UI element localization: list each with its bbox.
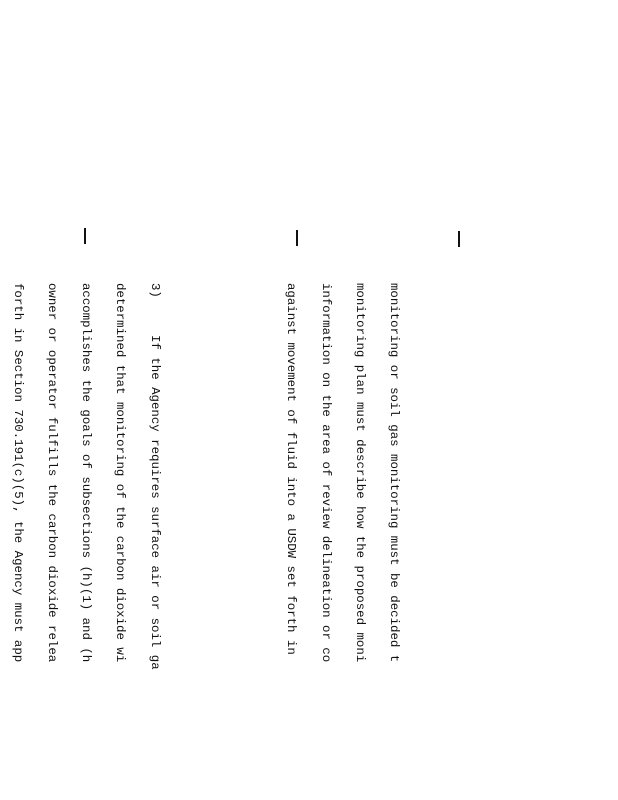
text-line: monitoring plan must describe how the proposed moni — [352, 283, 367, 663]
text-line: accomplishes the goals of subsections (h)(1) and (h — [79, 283, 94, 663]
text-line: owner or operator fulfills the carbon dioxide relea — [44, 283, 59, 663]
text-line: 3) If the Agency requires surface air or soil ga — [147, 283, 162, 670]
margin-mark — [296, 230, 298, 246]
margin-mark — [458, 231, 460, 247]
margin-mark — [84, 228, 86, 244]
text-line: information on the area of review delineation or co — [318, 283, 333, 663]
paragraph-3 — [0, 283, 182, 800]
text-line: determined that monitoring of the carbon dioxide wi — [113, 283, 128, 663]
paragraph-intro — [262, 283, 422, 800]
document-body — [0, 283, 456, 800]
text-line: against movement of fluid into a USDW set forth in — [284, 283, 299, 655]
text-line: forth in Section 730.191(c)(5), the Agency must app — [10, 283, 25, 663]
text-line: monitoring or soil gas monitoring must be decided t — [386, 283, 401, 663]
